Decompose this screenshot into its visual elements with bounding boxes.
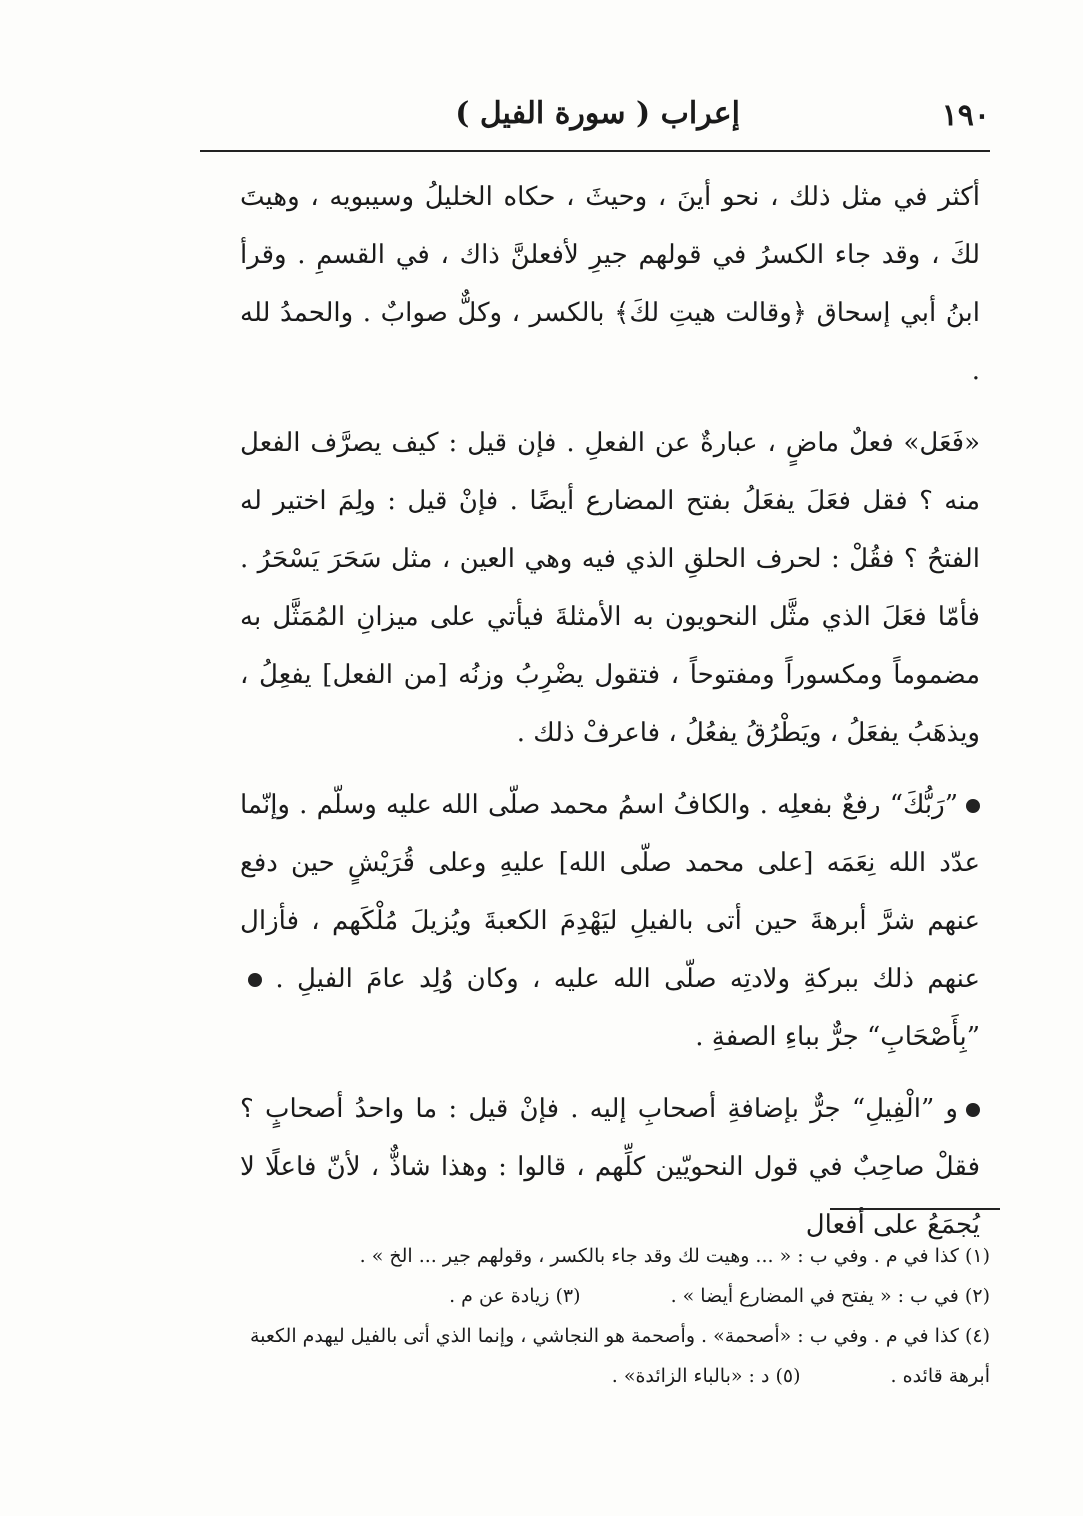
section-marker-icon xyxy=(248,973,262,987)
paragraph-1: أكثر في مثل ذلك ، نحو أينَ ، وحيثَ ، حكاه الخليلُ وسيبويه ، وهيتَ لكَ ، وقد جاء الكسرُ في قولهم جيرِ لأفعلنَّ ذاك ، في القسمِ . وقرأ ابنُ أبي إسحاق ﴿وقالت هيتِ لكَ﴾ بالكسر ، وكلٌّ صوابٌ . والحمدُ لله . xyxy=(240,182,980,386)
section-marker-icon xyxy=(966,1103,980,1117)
header-rule xyxy=(200,150,990,152)
footnote-rule xyxy=(830,1208,1000,1210)
body-text xyxy=(240,168,980,1254)
footnote-1: (١) كذا في م . وفي ب : « ... وهيت لك وقد جاء بالكسر ، وقولهم جير ... الخ » . xyxy=(359,1245,990,1267)
footnote-3: (٣) زيادة عن م . xyxy=(449,1285,581,1307)
footnote-2: (٢) في ب : « يفتح في المضارع أيضا » . xyxy=(670,1285,990,1307)
page-header xyxy=(200,92,990,148)
paragraph-2: «فَعَل» فعلٌ ماضٍ ، عبارةٌ عن الفعلِ . فإن قيل : كيف يصرَّف الفعل منه ؟ فقل فعَلَ يفعَلُ بفتح المضارع أيضًا . فإنْ قيل : ولِمَ اختير له الفتحُ ؟ فقُلْ : لحرف الحلقِ الذي فيه وهي العين ، مثل سَحَرَ يَسْحَرُ . فأمّا فعَلَ الذي مثَّل النحويون به الأمثلةَ فيأتي على ميزانِ المُمَثَّل به مضموماً ومكسوراً ومفتوحاً ، فتقول يضْرِبُ وزنُه [من الفعل] يفعِلُ ، ويذهَبُ يفعَلُ ، ويَطْرُقُ يفعُلُ ، فاعرفْ ذلك . xyxy=(240,428,980,748)
paragraph-5-text: و ”الْفِيلِ“ جرٌّ بإضافةِ أصحابِ إليه . فإنْ قيل : ما واحدُ أصحابٍ ؟ فقلْ صاحِبٌ في قول النحويّين كلِّهم ، قالوا : وهذا شاذٌّ ، لأنّ فاعلًا لا يُجمَعُ على أفعال xyxy=(240,1094,980,1240)
footnote-row-2-3 xyxy=(250,1276,990,1316)
running-head: إعراب ( سورة الفيل ) xyxy=(455,96,740,131)
paragraph-5 xyxy=(240,1080,980,1254)
footnote-4: (٤) كذا في م . وفي ب : «أصحمة» . وأصحمة هو النجاشي ، وإنما الذي أتى بالفيل ليهدم الكعبة xyxy=(249,1325,990,1347)
footnote-row-4b-5 xyxy=(250,1356,990,1396)
footnotes xyxy=(250,1236,990,1396)
footnote-5: (٥) د : «بالباء الزائدة» . xyxy=(611,1365,801,1387)
page-number: ١٩٠ xyxy=(941,98,990,133)
section-marker-icon xyxy=(966,799,980,813)
paragraph-3-text: ”رَبُّكَ“ رفعٌ بفعلِه . والكافُ اسمُ محمد صلّى الله عليه وسلّم . وإنّما عدّد الله نِعَمَه [على محمد صلّى الله] عليهِ وعلى قُرَيْشٍ حين دفع عنهم شرَّ أبرهةَ حين أتى بالفيلِ ليَهْدِمَ الكعبةَ ويُزيلَ مُلْكَهم ، فأزال عنهم ذلك ببركةِ ولادتِه صلّى الله عليه ، وكان وُلِد عامَ الفيلِ . xyxy=(240,790,981,994)
paragraph-4-text: ”بِأَصْحَابِ“ جرٌّ بباءِ الصفةِ . xyxy=(695,1022,980,1052)
paragraph-3 xyxy=(240,776,980,1066)
footnote-4-continued: أبرهة قائده . xyxy=(890,1365,990,1387)
